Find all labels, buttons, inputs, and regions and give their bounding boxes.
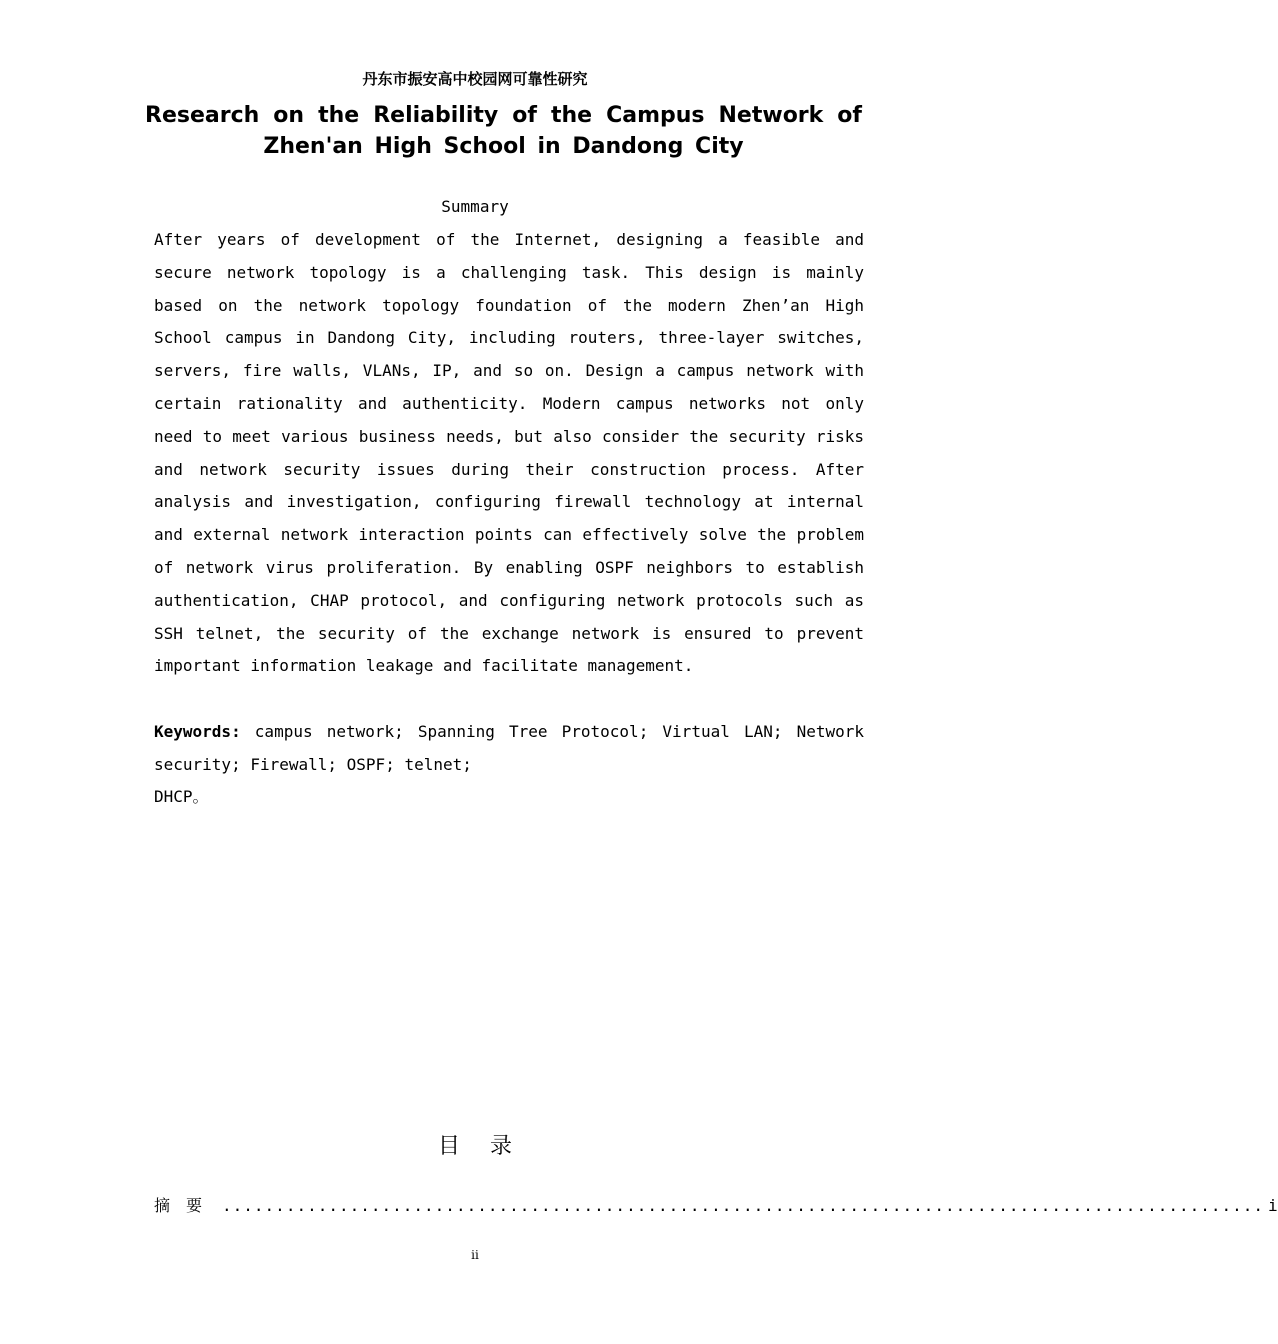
keywords-label: Keywords: xyxy=(154,722,241,741)
page-number: ii xyxy=(471,1248,479,1262)
summary-heading: Summary xyxy=(441,197,509,216)
toc-entry-page: i xyxy=(1268,1196,1278,1215)
toc-entry[interactable] xyxy=(154,1193,1278,1216)
toc-entry-label: 摘要 xyxy=(154,1196,219,1215)
abstract-body: After years of development of the Internet, designing a feasible and secure network topology is a challenging task. This design is mainly based on the network topology foundation of the modern Zhen’an High School campus in Dandong City, including routers, three-layer switches, servers, fire walls, VLANs, IP, and so on. Design a campus network with certain rationality and authenticity. Modern campus networks not only need to meet various business needs, but also consider the security risks and network security issues during their construction process. After analysis and investigation, configuring firewall technology at internal and external network interaction points can effectively solve the problem of network virus proliferation. By enabling OSPF neighbors to establish authentication, CHAP protocol, and configuring network protocols such as SSH telnet, the security of the exchange network is ensured to prevent important information leakage and facilitate management. xyxy=(154,230,864,676)
paper-title: Research on the Reliability of the Campus Network of Zhen'an High School in Dandong City xyxy=(145,103,862,159)
toc-title: 目录 xyxy=(437,1134,542,1159)
toc-entry-leader: .................................................................................................. xyxy=(222,1196,1265,1215)
keywords-text: campus network; Spanning Tree Protocol; Virtual LAN; Network security; Firewall; OSPF; telnet; xyxy=(154,722,864,774)
keywords-tail: DHCP。 xyxy=(154,787,209,806)
running-header: 丹东市振安高中校园网可靠性研究 xyxy=(362,70,588,88)
keywords-paragraph xyxy=(154,716,864,782)
